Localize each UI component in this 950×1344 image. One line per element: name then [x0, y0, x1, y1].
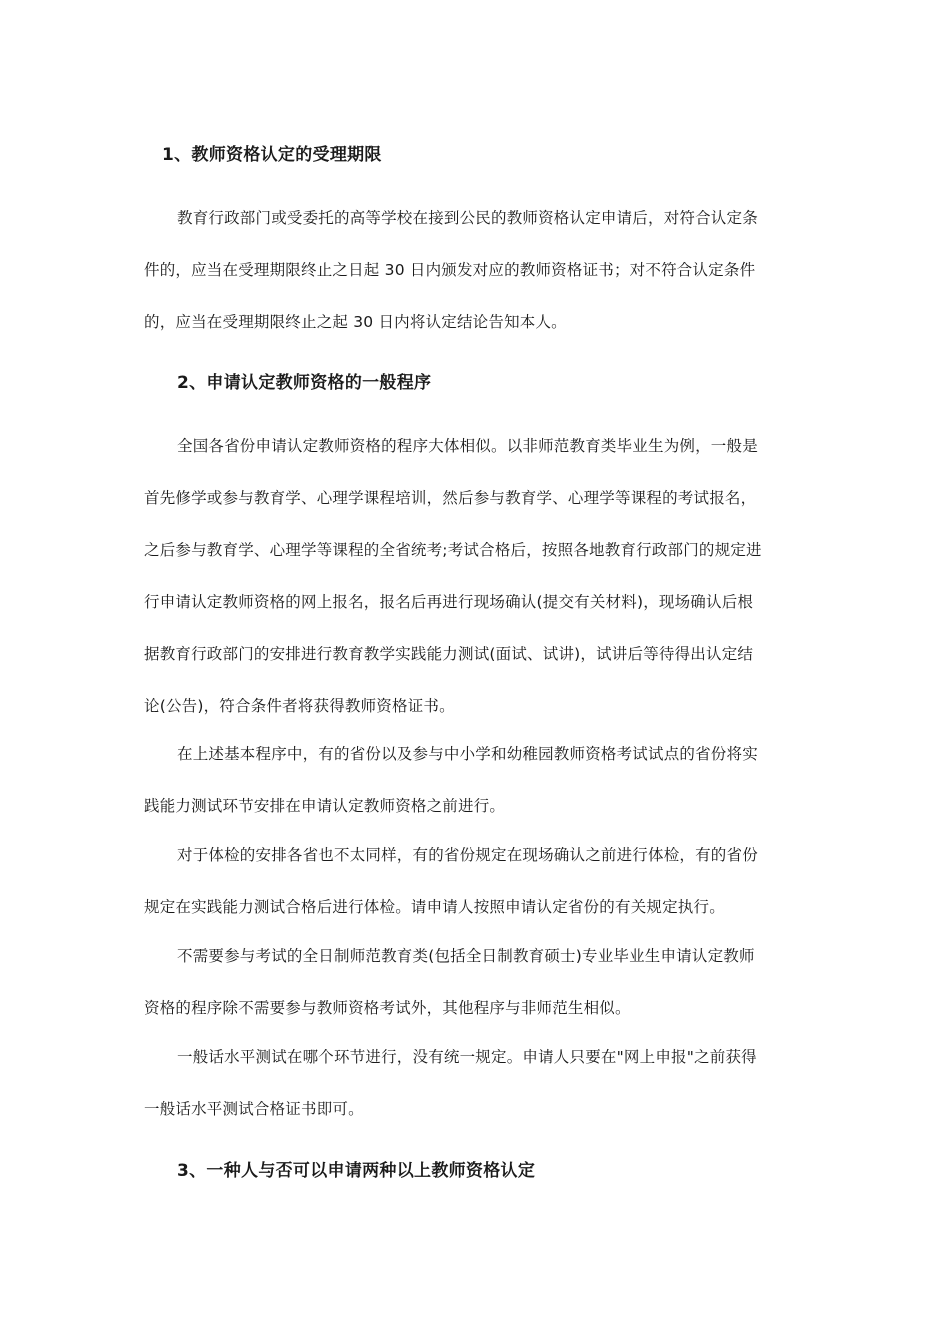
section-3-heading: 3、一种人与否可以申请两种以上教师资格认定 [177, 1161, 536, 1181]
paragraph-line: 规定在实践能力测试合格后进行体检。请申请人按照申请认定省份的有关规定执行。 [144, 898, 725, 916]
paragraph-line: 资格的程序除不需要参与教师资格考试外，其他程序与非师范生相似。 [144, 999, 631, 1017]
paragraph-line: 在上述基本程序中，有的省份以及参与中小学和幼稚园教师资格考试试点的省份将实 [177, 745, 758, 763]
paragraph-line: 一般话水平测试合格证书即可。 [144, 1100, 364, 1118]
section-2-heading: 2、申请认定教师资格的一般程序 [177, 373, 432, 393]
paragraph-line: 首先修学或参与教育学、心理学课程培训，然后参与教育学、心理学等课程的考试报名， [144, 489, 757, 507]
paragraph-line: 行申请认定教师资格的网上报名，报名后再进行现场确认(提交有关材料)，现场确认后根 [144, 593, 754, 611]
paragraph-line: 对于体检的安排各省也不太同样，有的省份规定在现场确认之前进行体检，有的省份 [177, 846, 758, 864]
paragraph-line: 之后参与教育学、心理学等课程的全省统考;考试合格后，按照各地教育行政部门的规定进 [144, 541, 762, 559]
paragraph-line: 践能力测试环节安排在申请认定教师资格之前进行。 [144, 797, 506, 815]
paragraph-line: 教育行政部门或受委托的高等学校在接到公民的教师资格认定申请后，对符合认定条 [177, 209, 758, 227]
paragraph-line: 一般话水平测试在哪个环节进行，没有统一规定。申请人只要在"网上申报"之前获得 [177, 1048, 757, 1066]
section-1-heading: 1、教师资格认定的受理期限 [162, 145, 382, 165]
paragraph-line: 据教育行政部门的安排进行教育教学实践能力测试(面试、试讲)，试讲后等待得出认定结 [144, 645, 754, 663]
paragraph-line: 全国各省份申请认定教师资格的程序大体相似。以非师范教育类毕业生为例，一般是 [177, 437, 758, 455]
paragraph-line: 的，应当在受理期限终止之起 30 日内将认定结论告知本人。 [144, 313, 567, 331]
paragraph-line: 不需要参与考试的全日制师范教育类(包括全日制教育硕士)专业毕业生申请认定教师 [177, 947, 755, 965]
paragraph-line: 件的，应当在受理期限终止之日起 30 日内颁发对应的教师资格证书；对不符合认定条件 [144, 261, 756, 279]
paragraph-line: 论(公告)，符合条件者将获得教师资格证书。 [144, 697, 455, 715]
